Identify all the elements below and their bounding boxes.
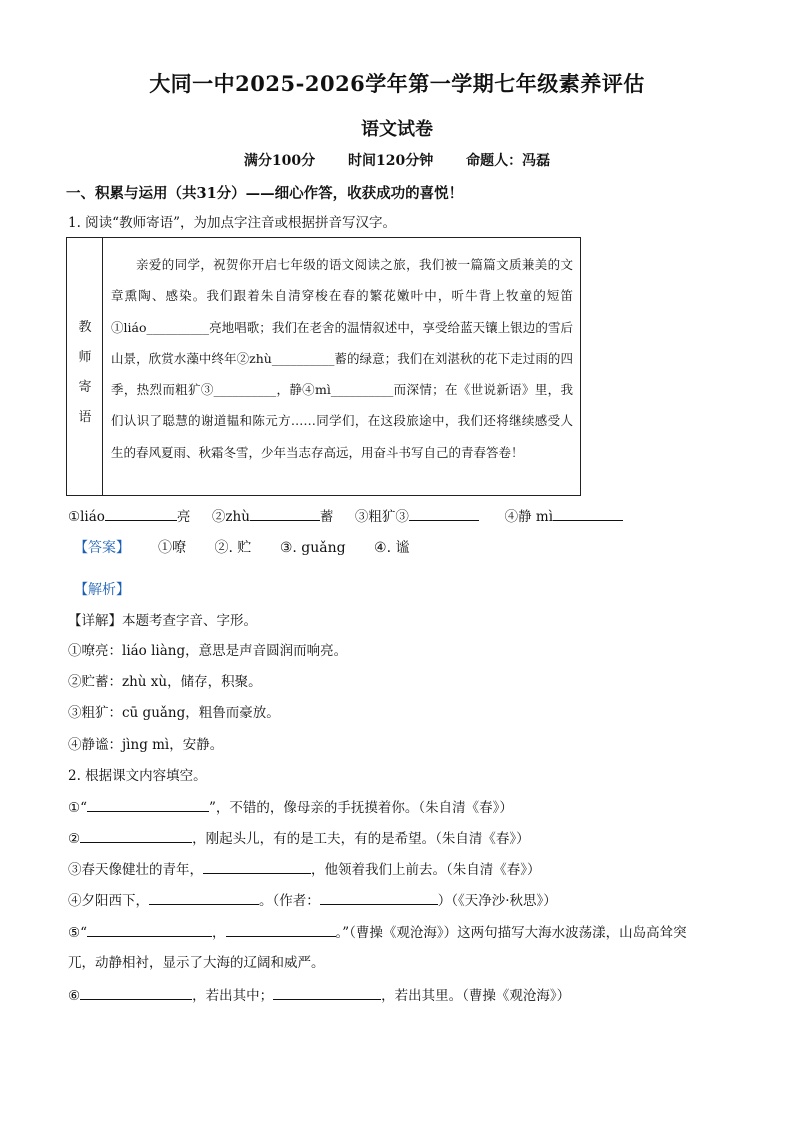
fill-text: ）（《天净沙·秋思》） bbox=[437, 893, 557, 909]
exam-subtitle: 语文试卷 bbox=[361, 119, 433, 140]
box-label-char: 寄 bbox=[78, 380, 92, 395]
analysis-tag: 【解析】 bbox=[74, 582, 130, 598]
fill-item-5 bbox=[68, 922, 687, 943]
fill-text: ④夕阳西下， bbox=[68, 893, 149, 909]
answer-item: ③. guǎng bbox=[279, 540, 346, 556]
fill-text: ⑥ bbox=[68, 988, 81, 1004]
analysis-line: ①嘹亮：liáo liàng，意思是声音圆润而响亮。 bbox=[68, 643, 348, 659]
fill-text: 。”（曹操《观沧海》）这两句描写大海水波荡漾，山岛高耸突 bbox=[335, 925, 687, 941]
fill-text: ①“ bbox=[68, 800, 88, 816]
fill-text: ⑤“ bbox=[68, 925, 88, 941]
section-heading: 一、积累与运用（共31分）——细心作答，收获成功的喜悦！ bbox=[66, 185, 464, 202]
answer-blank[interactable] bbox=[87, 922, 212, 937]
answer-blank[interactable] bbox=[87, 797, 209, 812]
box-label-char: 师 bbox=[78, 350, 92, 365]
fill-2-label: ②zhù bbox=[211, 509, 250, 525]
fill-item-5-continued: 兀，动静相衬，显示了大海的辽阔和威严。 bbox=[68, 955, 325, 971]
answer-blank[interactable] bbox=[273, 985, 381, 1000]
answer-blank-1[interactable] bbox=[105, 506, 177, 521]
fill-4-label: ④静 mì bbox=[504, 509, 554, 525]
fill-text: ，若出其里。（曹操《观沧海》） bbox=[381, 988, 571, 1004]
box-label-char: 语 bbox=[78, 410, 92, 425]
question-1-prompt: 1. 阅读“教师寄语”，为加点字注音或根据拼音写汉字。 bbox=[68, 215, 396, 231]
answer-blank[interactable] bbox=[226, 922, 336, 937]
fill-item-2 bbox=[68, 828, 530, 849]
answer-blank-2[interactable] bbox=[250, 506, 320, 521]
answer-blank[interactable] bbox=[149, 890, 259, 905]
fill-text: ，刚起头儿，有的是工夫，有的是希望。（朱自清《春》） bbox=[192, 831, 530, 847]
fill-text: ③春天像健壮的青年， bbox=[68, 862, 203, 878]
fill-2-suffix: 蓄 bbox=[319, 509, 334, 525]
box-text bbox=[111, 249, 573, 468]
answer-item: ②. 贮 bbox=[214, 540, 252, 556]
fill-item-1 bbox=[68, 797, 513, 818]
fill-text: ，若出其中； bbox=[192, 988, 274, 1004]
answer-tag: 【答案】 bbox=[74, 540, 130, 556]
fill-item-6 bbox=[68, 985, 570, 1006]
answer-blank[interactable] bbox=[320, 890, 438, 905]
answer-blank-4[interactable] bbox=[553, 506, 623, 521]
fill-text: ② bbox=[68, 831, 81, 847]
analysis-line: ③粗犷：cū guǎng，粗鲁而豪放。 bbox=[68, 705, 280, 721]
fill-1-label: ①liáo bbox=[68, 509, 105, 525]
analysis-detail: 【详解】本题考查字音、字形。 bbox=[68, 613, 257, 629]
answer-item: ①嘹 bbox=[158, 540, 186, 556]
answer-blank[interactable] bbox=[80, 828, 192, 843]
fill-text: ，他领着我们上前去。（朱自清《春》） bbox=[311, 862, 541, 878]
fill-text: 。（作者： bbox=[259, 893, 320, 909]
full-score: 满分100分 bbox=[243, 153, 316, 169]
exam-author: 命题人：冯磊 bbox=[466, 153, 551, 169]
question-1-blanks bbox=[68, 506, 623, 527]
analysis-line: ④静谧：jìng mì，安静。 bbox=[68, 737, 224, 753]
teacher-message: 亲爱的同学，祝贺你开启七年级的语文阅读之旅，我们被一篇篇文质兼美的文章熏陶、感染。我们跟着朱自清穿梭在春的繁花嫩叶中，听牛背上牧童的短笛①liáo__________亮地唱歌；我们在老舍的温情叙述中，享受给蓝天镶上银边的雪后山景，欣赏水藻中终年②zhù__________蓄的绿意；我们在刘湛秋的花下走过雨的四季，热烈而粗犷③__________，静④mì__________而深情；在《世说新语》里，我们认识了聪慧的谢道韫和陈元方……同学们，在这段旅途中，我们还将继续感受人生的春风夏雨、秋霜冬雪，少年当志存高远，用奋斗书写自己的青春答卷！ bbox=[111, 257, 573, 460]
exam-meta bbox=[0, 150, 794, 170]
answer-blank[interactable] bbox=[203, 859, 311, 874]
analysis-line: ②贮蓄：zhù xù，储存，积聚。 bbox=[68, 674, 262, 690]
answer-list bbox=[158, 537, 433, 557]
teacher-message-box bbox=[66, 237, 581, 496]
fill-3-label: ③粗犷③ bbox=[354, 509, 409, 525]
fill-text: ”，不错的，像母亲的手抚摸着你。（朱自清《春》） bbox=[209, 800, 513, 816]
exam-title: 大同一中2025-2026学年第一学期七年级素养评估 bbox=[149, 71, 645, 96]
fill-item-3 bbox=[68, 859, 541, 880]
box-label-column bbox=[67, 238, 103, 495]
fill-text: ， bbox=[212, 925, 226, 941]
exam-time: 时间120分钟 bbox=[348, 153, 434, 169]
answer-blank-3[interactable] bbox=[409, 506, 479, 521]
question-2-prompt: 2. 根据课文内容填空。 bbox=[68, 768, 207, 784]
answer-blank[interactable] bbox=[80, 985, 192, 1000]
box-label-char: 教 bbox=[78, 320, 92, 335]
box-label bbox=[67, 313, 103, 433]
fill-1-suffix: 亮 bbox=[176, 509, 191, 525]
answer-item: ④. 谧 bbox=[374, 540, 410, 556]
fill-item-4 bbox=[68, 890, 557, 911]
